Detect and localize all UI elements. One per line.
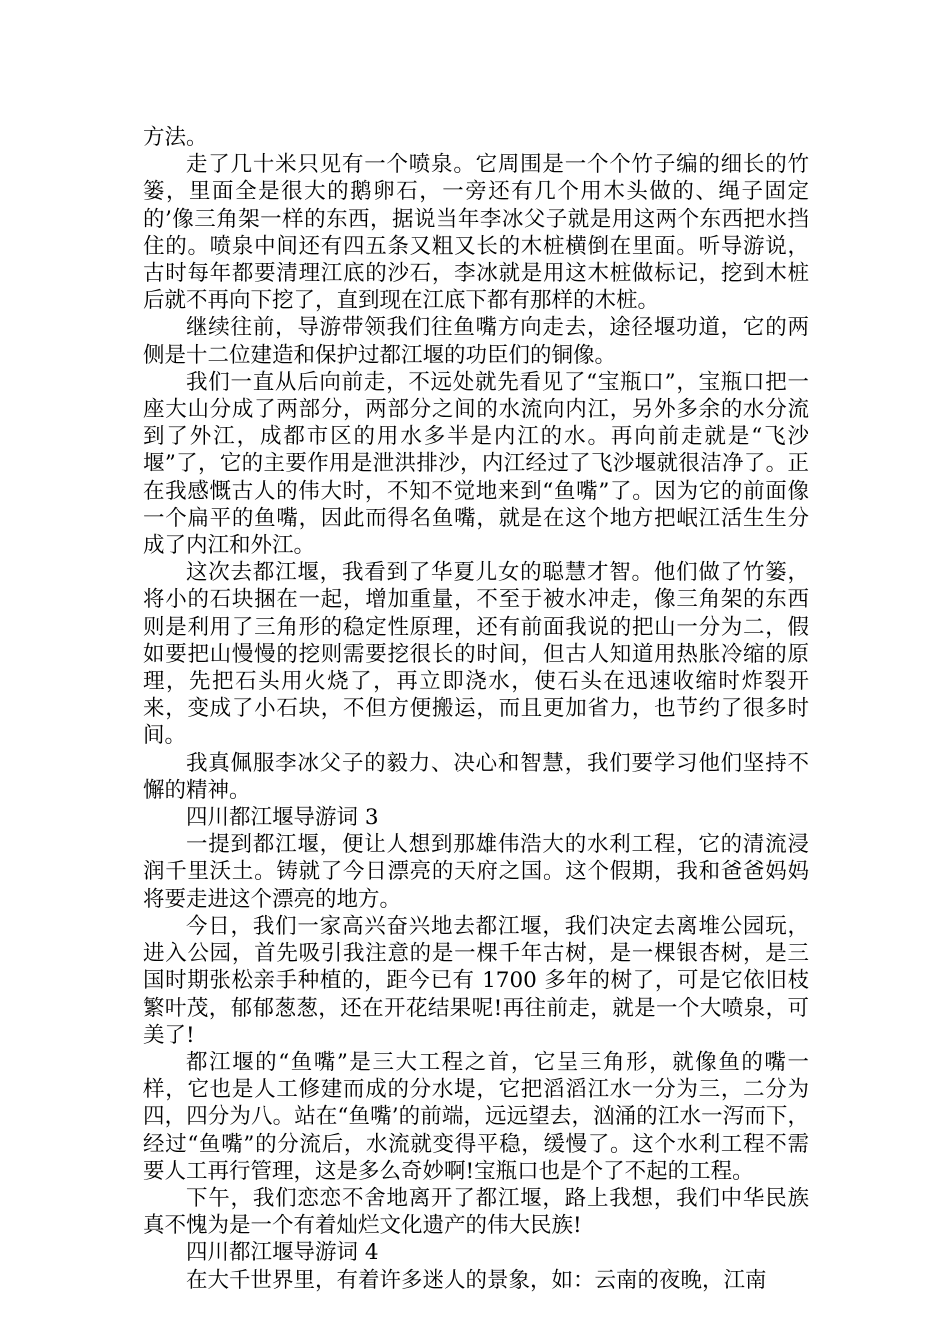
section-heading: 四川都江堰导游词 4 [186,1240,379,1266]
paragraph: 今日，我们一家高兴奋兴地去都江堰，我们决定去离堆公园玩，进入公园，首先吸引我注意的是一棵千年古树，是一棵银杏树，是三国时期张松亲手种植的，距今已有 1700 多年的树了，可是它依旧枝繁叶茂，郁郁葱葱，还在开花结果呢!再往前走，就是一个大喷泉，可美了! [143,913,809,1048]
paragraph: 这次去都江堰，我看到了华夏儿女的聪慧才智。他们做了竹篓，将小的石块捆在一起，增加重量，不至于被水冲走，像三角架的东西则是利用了三角形的稳定性原理，还有前面我说的把山一分为二，假如要把山慢慢的挖则需要挖很长的时间，但古人知道用热胀冷缩的原理，先把石头用火烧了，再立即浇水，使石头在迅速收缩时炸裂开来，变成了小石块，不但方便搬运，而且更加省力，也节约了很多时间。 [143,560,809,749]
paragraph: 走了几十米只见有一个喷泉。它周围是一个个竹子编的细长的竹篓，里面全是很大的鹅卵石，一旁还有几个用木头做的、绳子固定的’像三角架一样的东西，据说当年李冰父子就是用这两个东西把水挡住的。喷泉中间还有四五条又粗又长的木桩横倒在里面。听导游说，古时每年都要清理江底的沙石，李冰就是用这木桩做标记，挖到木桩后就不再向下挖了，直到现在江底下都有那样的木桩。 [143,152,809,314]
section-heading: 四川都江堰导游词 3 [186,805,379,831]
paragraph: 在大千世界里，有着许多迷人的景象，如：云南的夜晚，江南 [186,1267,767,1293]
paragraph: 继续往前，导游带领我们往鱼嘴方向走去，途径堰功道，它的两侧是十二位建造和保护过都江堰的功臣们的铜像。 [143,315,809,368]
paragraph: 我真佩服李冰父子的毅力、决心和智慧，我们要学习他们坚持不懈的精神。 [143,750,809,803]
document-body [143,124,809,1294]
paragraph: 下午，我们恋恋不舍地离开了都江堰，路上我想，我们中华民族真不愧为是一个有着灿烂文化遗产的伟大民族! [143,1185,809,1239]
paragraph: 都江堰的“鱼嘴”是三大工程之首，它呈三角形，就像鱼的嘴一样，它也是人工修建而成的分水堤，它把滔滔江水一分为三，二分为四，四分为八。站在“鱼嘴’的前端，远远望去，汹涌的江水一泻而下，经过“鱼嘴”的分流后，水流就变得平稳，缓慢了。这个水利工程不需要人工再行管理，这是多么奇妙啊!宝瓶口也是个了不起的工程。 [143,1049,809,1184]
paragraph: 我们一直从后向前走，不远处就先看见了“宝瓶口”，宝瓶口把一座大山分成了两部分，两部分之间的水流向内江，另外多余的水分流到了外江，成都市区的用水多半是内江的水。再向前走就是“飞沙堰”了，它的主要作用是泄洪排沙，内江经过了飞沙堰就很洁净了。正在我感慨古人的伟大时，不知不觉地来到“鱼嘴”了。因为它的前面像一个扁平的鱼嘴，因此而得名鱼嘴，就是在这个地方把岷江活生生分成了内江和外江。 [143,369,809,559]
paragraph: 方法。 [143,125,208,150]
paragraph: 一提到都江堰，便让人想到那雄伟浩大的水利工程，它的清流浸润千里沃土。铸就了今日漂亮的天府之国。这个假期，我和爸爸妈妈将要走进这个漂亮的地方。 [143,832,809,912]
